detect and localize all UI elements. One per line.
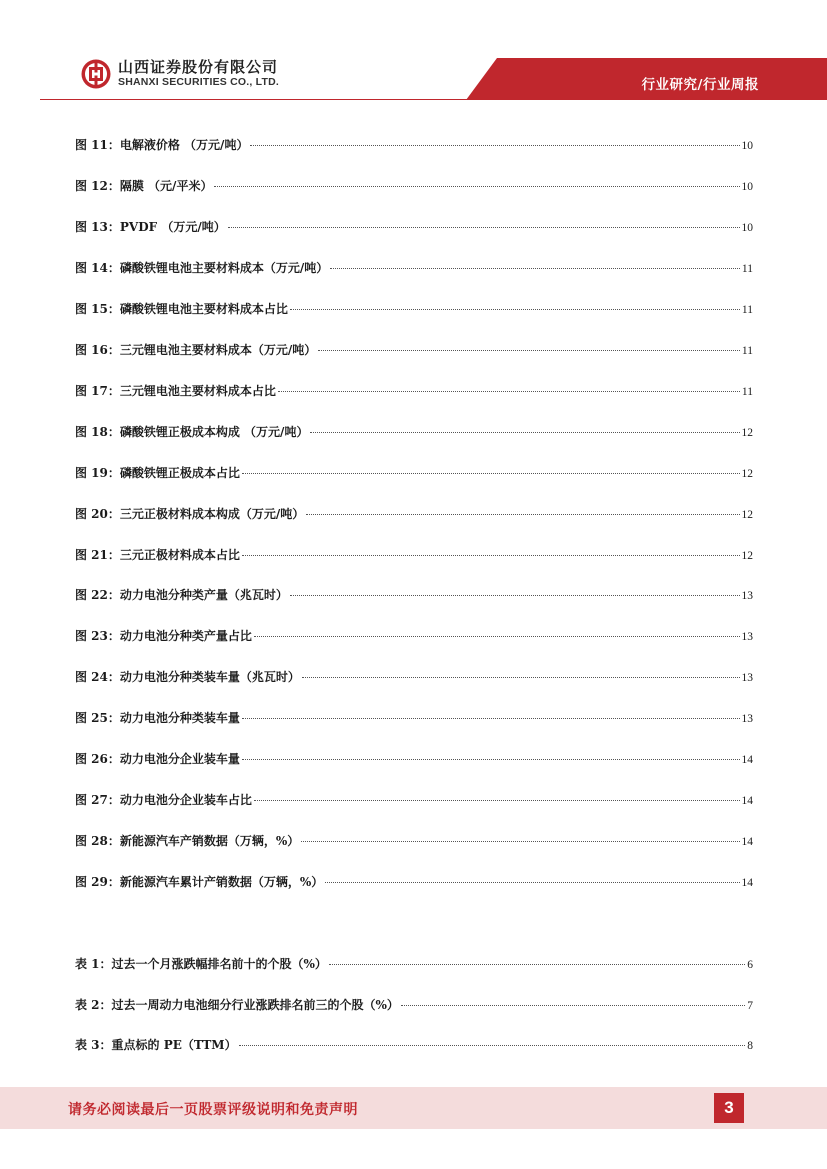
toc-entry-page: 11: [741, 262, 753, 275]
toc-entry-page: 7: [747, 999, 753, 1012]
figure-toc-entry[interactable]: [75, 382, 753, 402]
toc-dot-leader: [290, 309, 740, 310]
company-name-en: SHANXI SECURITIES CO., LTD.: [118, 76, 279, 88]
toc-entry-label: 图 12：隔膜 （元/平米）: [75, 178, 213, 193]
toc-entry-page: 13: [741, 590, 753, 603]
figure-toc-entry[interactable]: [75, 259, 753, 279]
toc-dot-leader: [278, 391, 740, 392]
disclaimer-notice: 请务必阅读最后一页股票评级说明和免责声明: [68, 1102, 358, 1118]
page-number-badge: 3: [714, 1093, 744, 1123]
figure-toc-entry[interactable]: [75, 464, 753, 484]
toc-entry-page: 12: [741, 467, 753, 480]
figure-toc-entry[interactable]: [75, 423, 753, 443]
toc-entry-page: 14: [741, 754, 753, 767]
figure-toc-entry[interactable]: [75, 505, 753, 525]
toc-entry-page: 8: [747, 1040, 753, 1052]
toc-dot-leader: [401, 1005, 745, 1006]
toc-entry-page: 14: [741, 836, 753, 849]
company-name-cn: 山西证券股份有限公司: [118, 58, 279, 76]
toc-entry-page: 14: [741, 877, 753, 890]
toc-entry-label: 图 24：动力电池分种类装车量（兆瓦时）: [75, 670, 300, 685]
toc-entry-page: 12: [741, 549, 753, 562]
toc-entry-label: 图 17：三元锂电池主要材料成本占比: [75, 383, 276, 398]
figure-toc-entry[interactable]: [75, 218, 753, 238]
toc-entry-label: 图 18：磷酸铁锂正极成本构成 （万元/吨）: [75, 424, 309, 439]
toc-entry-page: 10: [741, 180, 753, 193]
toc-dot-leader: [242, 555, 740, 556]
table-toc-entry[interactable]: [75, 955, 753, 975]
toc-dot-leader: [290, 595, 740, 596]
toc-entry-label: 图 13：PVDF （万元/吨）: [75, 219, 226, 234]
toc-entry-page: 11: [741, 344, 753, 357]
toc-entry-page: 10: [741, 140, 753, 152]
toc-entry-label: 图 26：动力电池分企业装车量: [75, 752, 240, 767]
toc-entry-page: 12: [741, 508, 753, 521]
toc-dot-leader: [329, 964, 745, 965]
toc-dot-leader: [239, 1045, 746, 1046]
toc-entry-label: 图 14：磷酸铁锂电池主要材料成本（万元/吨）: [75, 260, 329, 275]
company-logo: [80, 58, 279, 90]
toc-dot-leader: [254, 636, 740, 637]
page-header: [0, 0, 827, 100]
toc-dot-leader: [242, 759, 740, 760]
toc-dot-leader: [250, 145, 739, 146]
toc-entry-label: 图 21：三元正极材料成本占比: [75, 547, 240, 562]
toc-dot-leader: [242, 473, 740, 474]
toc-dot-leader: [306, 514, 739, 515]
toc-entry-page: 11: [741, 303, 753, 316]
page-footer: [0, 1087, 827, 1129]
toc-entry-page: 13: [741, 672, 753, 685]
toc-entry-page: 13: [741, 713, 753, 726]
figure-toc-entry[interactable]: [75, 668, 753, 688]
toc-entry-page: 12: [741, 426, 753, 439]
toc-entry-page: 13: [741, 631, 753, 644]
toc-entry-label: 图 28：新能源汽车产销数据（万辆，%）: [75, 834, 300, 849]
toc-entry-label: 图 27：动力电池分企业装车占比: [75, 793, 252, 808]
toc-entry-label: 表 2：过去一周动力电池细分行业涨跌排名前三的个股（%）: [75, 997, 399, 1012]
toc-dot-leader: [318, 350, 740, 351]
toc-entry-page: 11: [741, 385, 753, 398]
figure-toc-entry[interactable]: [75, 627, 753, 647]
toc-entry-label: 图 11：电解液价格 （万元/吨）: [75, 138, 249, 152]
report-category-title: 行业研究/行业周报: [641, 77, 759, 93]
figure-toc-entry[interactable]: [75, 300, 753, 320]
toc-dot-leader: [330, 268, 740, 269]
toc-entry-page: 6: [747, 959, 753, 971]
table-toc-entry[interactable]: [75, 1036, 753, 1056]
toc-entry-label: 图 15：磷酸铁锂电池主要材料成本占比: [75, 301, 288, 316]
toc-dot-leader: [228, 227, 740, 228]
toc-entry-label: 图 19：磷酸铁锂正极成本占比: [75, 465, 240, 480]
figure-toc-entry[interactable]: [75, 136, 753, 156]
figure-toc-entry[interactable]: [75, 177, 753, 197]
toc-dot-leader: [214, 186, 739, 187]
toc-dot-leader: [254, 800, 740, 801]
toc-entry-label: 表 1：过去一个月涨跌幅排名前十的个股（%）: [75, 957, 327, 971]
table-toc-entry[interactable]: [75, 996, 753, 1016]
toc-entry-label: 图 29：新能源汽车累计产销数据（万辆，%）: [75, 875, 324, 890]
toc-entry-page: 14: [741, 795, 753, 808]
toc-dot-leader: [302, 677, 740, 678]
figure-toc-entry[interactable]: [75, 586, 753, 606]
toc-dot-leader: [310, 432, 739, 433]
toc-entry-label: 图 20：三元正极材料成本构成（万元/吨）: [75, 506, 305, 521]
figure-toc-entry[interactable]: [75, 750, 753, 770]
toc-entry-label: 图 25：动力电池分种类装车量: [75, 711, 240, 726]
figure-toc-entry[interactable]: [75, 341, 753, 361]
figure-toc-entry[interactable]: [75, 873, 753, 893]
company-logo-icon: [80, 58, 112, 90]
toc-entry-label: 图 16：三元锂电池主要材料成本（万元/吨）: [75, 342, 317, 357]
figure-toc-entry[interactable]: [75, 832, 753, 852]
figure-toc-entry[interactable]: [75, 546, 753, 566]
toc-entry-label: 表 3：重点标的 PE（TTM）: [75, 1038, 237, 1052]
toc-entry-label: 图 22：动力电池分种类产量（兆瓦时）: [75, 588, 288, 603]
figure-toc-entry[interactable]: [75, 709, 753, 729]
figure-toc-entry[interactable]: [75, 791, 753, 811]
toc-dot-leader: [301, 841, 739, 842]
toc-dot-leader: [325, 882, 739, 883]
toc-entry-label: 图 23：动力电池分种类产量占比: [75, 629, 252, 644]
toc-dot-leader: [242, 718, 740, 719]
toc-entry-page: 10: [741, 221, 753, 234]
